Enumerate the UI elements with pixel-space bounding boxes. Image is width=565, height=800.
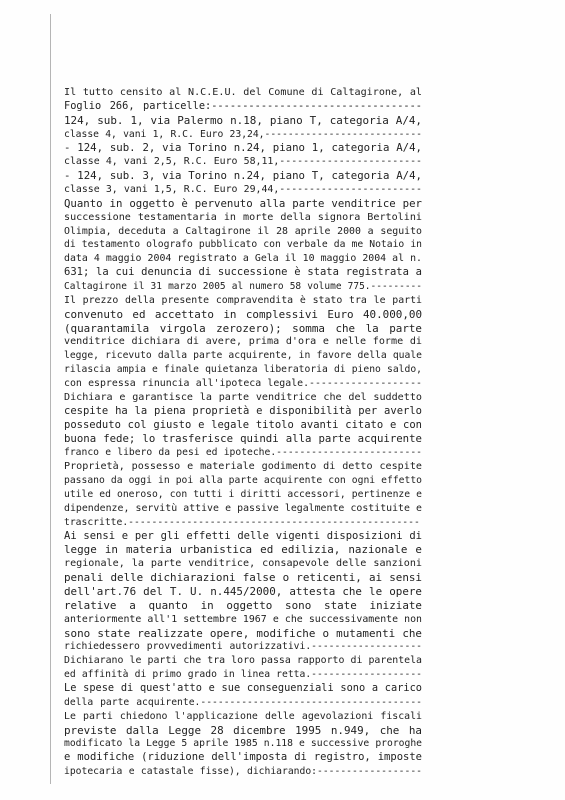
document-line: cespite ha la piena proprietà e disponibilità per averlo [64, 404, 422, 417]
document-line: franco e libero da pesi ed ipoteche.------------------------- [64, 447, 422, 459]
document-line: modificato la Legge 5 aprile 1985 n.118 e successive proroghe [64, 738, 422, 750]
document-line: data 4 maggio 2004 registrato a Gela il 10 maggio 2004 al n. [64, 253, 422, 265]
document-line: di testamento olografo pubblicato con verbale da me Notaio in [64, 239, 422, 251]
document-line: classe 4, vani 1, R.C. Euro 23,24,--------------------------- [64, 128, 422, 140]
document-line: - 124, sub. 3, via Torino n.24, piano T, categoria A/4, [64, 169, 422, 183]
document-line: 631; la cui denuncia di successione è stata registrata a [64, 266, 422, 279]
document-line: Ai sensi e per gli effetti delle vigenti disposizioni di [64, 529, 422, 542]
document-line: con espressa rinuncia all'ipoteca legale.------------------- [64, 378, 422, 390]
document-line: Proprietà, possesso e materiale godimento di detto cespite [64, 461, 422, 473]
document-line: sono state realizzate opere, modifiche o mutamenti che [64, 626, 422, 640]
document-line: regionale, la parte venditrice, consapevole delle sanzioni [64, 558, 422, 570]
document-line: Foglio 266, particelle:---------------------------------- [64, 99, 422, 112]
document-line: Il tutto censito al N.C.E.U. del Comune di Caltagirone, al [64, 87, 422, 98]
document-line: Le parti chiedono l'applicazione delle agevolazioni fiscali [64, 710, 422, 722]
document-line: legge in materia urbanistica ed edilizia, nazionale e [64, 543, 422, 557]
document-line: richiedessero provvedimenti autorizzativi.------------------- [64, 641, 422, 653]
document-line: Le spese di quest'atto e sue conseguenziali sono a carico [64, 681, 422, 694]
document-line: dell'art.76 del T. U. n.445/2000, attesta che le opere [64, 584, 422, 598]
document-line: penali delle dichiarazioni false o reticenti, ai sensi [64, 571, 422, 585]
document-line: posseduto col giusto e legale titolo avanti citato e con [64, 418, 422, 431]
document-body [64, 86, 422, 779]
document-line: ed affinità di primo grado in linea retta.------------------- [64, 669, 422, 681]
document-line: buona fede; lo trasferisce quindi alla parte acquirente [64, 432, 422, 446]
document-line: - 124, sub. 2, via Torino n.24, piano 1, categoria A/4, [64, 141, 422, 155]
document-line: Il prezzo della presente compravendita è stato tra le parti [64, 294, 422, 306]
document-line: Quanto in oggetto è pervenuto alla parte venditrice per [64, 196, 422, 210]
document-line: passano da oggi in poi alla parte acquirente con ogni effetto [64, 475, 422, 487]
document-line: 124, sub. 1, via Palermo n.18, piano T, categoria A/4, [64, 113, 422, 127]
document-line: e modifiche (riduzione dell'imposta di registro, imposte [64, 751, 422, 764]
left-margin-rule [50, 14, 51, 784]
document-line: classe 4, vani 2,5, R.C. Euro 58,11,------------------------ [64, 156, 422, 168]
document-line: trascritte.-------------------------------------------------- [64, 516, 420, 528]
document-line: previste dalla Legge 28 dicembre 1995 n.949, che ha [64, 723, 422, 737]
document-line: venditrice dichiara di avere, prima d'ora e nelle forme di [64, 336, 422, 348]
document-line: convenuto ed accettato in complessivi Euro 40.000,00 [64, 307, 422, 321]
document-line: utile ed oneroso, con tutti i diritti accessori, pertinenze e [64, 488, 422, 500]
document-line: (quarantamila virgola zerozero); somma che la parte [64, 321, 422, 335]
document-line: Dichiara e garantisce la parte venditrice che del suddetto [64, 391, 422, 403]
document-line: anteriormente all'1 settembre 1967 e che successivamente non [64, 613, 422, 625]
document-line: della parte acquirente.-------------------------------------- [64, 696, 422, 708]
document-line: legge, ricevuto dalla parte acquirente, in favore della quale [64, 350, 422, 362]
document-line: rilascia ampia e finale quietanza liberatoria di pieno saldo, [64, 364, 422, 376]
document-line: classe 3, vani 1,5, R.C. Euro 29,44,------------------------ [64, 184, 422, 196]
document-line: relative a quanto in oggetto sono state iniziate [64, 598, 422, 612]
document-line: dipendenze, servitù attive e passive legalmente costituite e [64, 502, 422, 514]
document-line: ipotecaria e catastale fisse), dichiarando:------------------ [64, 766, 422, 778]
document-line: successione testamentaria in morte della signora Bertolini [64, 211, 422, 223]
document-line: Caltagirone il 31 marzo 2005 al numero 58 volume 775.--------- [64, 281, 422, 293]
document-line: Dichiarano le parti che tra loro passa rapporto di parentela [64, 655, 422, 667]
document-line: Olimpia, deceduta a Caltagirone il 28 aprile 2000 a seguito [64, 225, 422, 237]
